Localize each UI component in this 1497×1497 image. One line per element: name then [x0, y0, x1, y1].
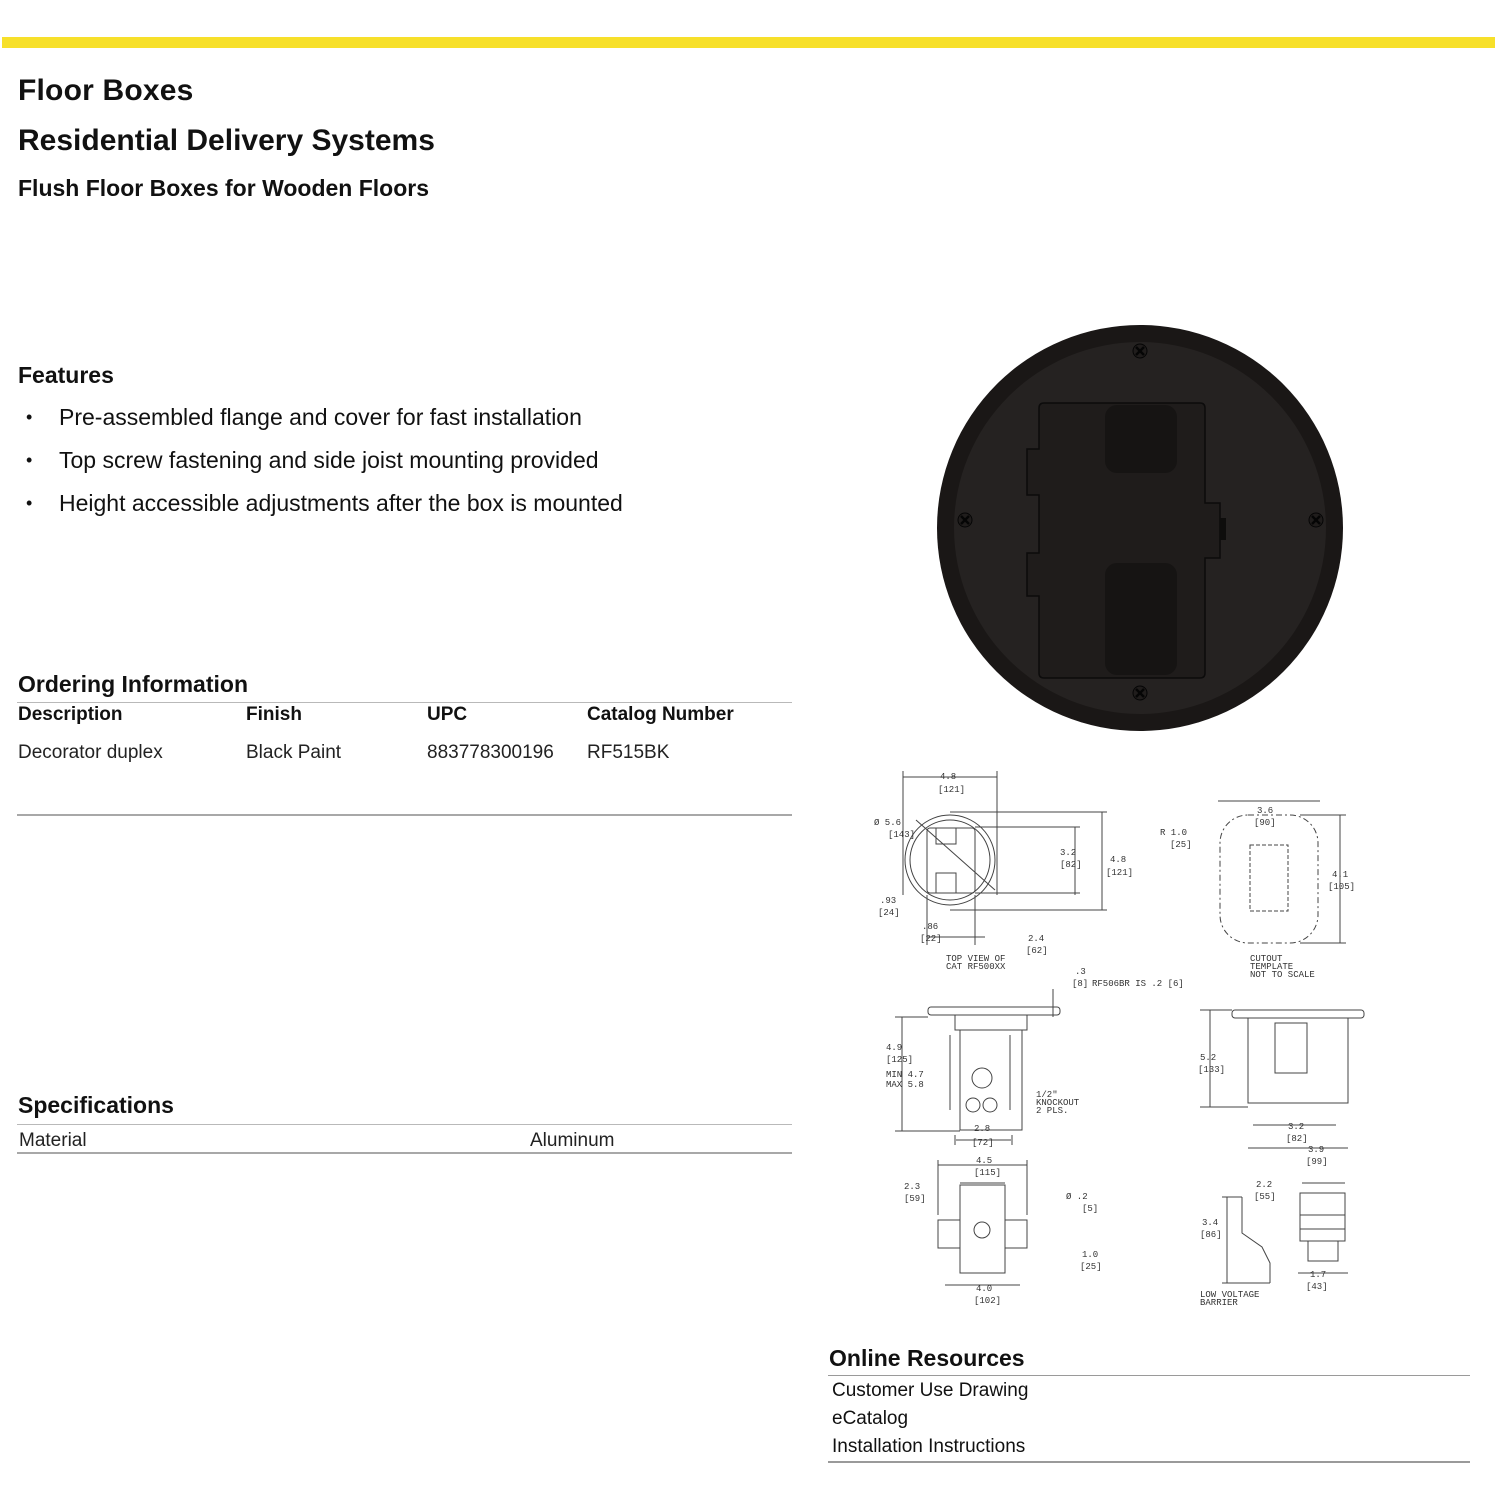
technical-drawing-icon	[870, 765, 1370, 1315]
svg-text:[125]: [125]	[886, 1055, 914, 1065]
svg-text:[25]: [25]	[1080, 1262, 1102, 1272]
svg-text:TOP VIEW OF: TOP VIEW OF	[946, 954, 1006, 964]
feature-item: • Height accessible adjustments after the box is mounted	[22, 481, 623, 524]
link-customer-use-drawing[interactable]: Customer Use Drawing	[832, 1380, 1029, 1401]
svg-text:1/2": 1/2"	[1036, 1090, 1058, 1100]
svg-text:CUTOUT: CUTOUT	[1250, 954, 1283, 964]
bullet-icon: •	[26, 492, 33, 513]
svg-text:[8]: [8]	[1072, 979, 1089, 989]
svg-text:[55]: [55]	[1254, 1192, 1276, 1202]
link-installation-instructions[interactable]: Installation Instructions	[832, 1436, 1026, 1457]
svg-text:3.6: 3.6	[1257, 806, 1274, 816]
product-image	[935, 323, 1345, 733]
svg-text:[133]: [133]	[1198, 1065, 1226, 1075]
svg-text:[24]: [24]	[878, 908, 900, 918]
accent-bar	[2, 37, 1495, 48]
column-header-description: Description	[18, 704, 123, 725]
page-title: Floor Boxes	[18, 74, 194, 107]
divider	[17, 1124, 792, 1125]
svg-text:MIN 4.7: MIN 4.7	[886, 1070, 924, 1080]
divider	[17, 1152, 792, 1154]
divider	[17, 814, 792, 816]
svg-text:2 PLS.: 2 PLS.	[1036, 1106, 1069, 1116]
divider	[17, 702, 792, 703]
svg-text:4.0: 4.0	[976, 1284, 993, 1294]
svg-text:5.2: 5.2	[1200, 1053, 1217, 1063]
svg-text:[72]: [72]	[972, 1138, 994, 1148]
svg-text:[121]: [121]	[938, 785, 966, 795]
svg-text:TEMPLATE: TEMPLATE	[1250, 962, 1294, 972]
svg-text:3.4: 3.4	[1202, 1218, 1219, 1228]
feature-item: • Top screw fastening and side joist mounting provided	[22, 438, 623, 481]
svg-text:R 1.0: R 1.0	[1160, 828, 1188, 838]
svg-text:Ø .2: Ø .2	[1066, 1192, 1088, 1202]
features-heading: Features	[18, 362, 114, 388]
dimension-drawing	[870, 765, 1370, 1315]
svg-text:3.9: 3.9	[1308, 1145, 1325, 1155]
svg-text:.3: .3	[1075, 967, 1086, 977]
svg-text:1.0: 1.0	[1082, 1250, 1099, 1260]
svg-text:[82]: [82]	[1286, 1134, 1308, 1144]
svg-text:2.2: 2.2	[1256, 1180, 1273, 1190]
product-category: Flush Floor Boxes for Wooden Floors	[18, 175, 430, 201]
svg-text:[143]: [143]	[888, 830, 916, 840]
svg-text:KNOCKOUT: KNOCKOUT	[1036, 1098, 1080, 1108]
svg-text:[105]: [105]	[1328, 882, 1356, 892]
svg-text:[102]: [102]	[974, 1296, 1002, 1306]
svg-text:4.5: 4.5	[976, 1156, 993, 1166]
divider	[828, 1375, 1470, 1376]
svg-text:BARRIER: BARRIER	[1200, 1298, 1238, 1308]
spec-label-material: Material	[19, 1130, 87, 1151]
svg-text:4.9: 4.9	[886, 1043, 903, 1053]
svg-text:.93: .93	[880, 896, 897, 906]
bullet-icon: •	[26, 406, 33, 427]
ordering-heading: Ordering Information	[18, 671, 248, 697]
svg-text:LOW VOLTAGE: LOW VOLTAGE	[1200, 1290, 1260, 1300]
svg-text:3.2: 3.2	[1288, 1122, 1305, 1132]
spec-value-material: Aluminum	[530, 1130, 615, 1151]
svg-text:[22]: [22]	[920, 934, 942, 944]
feature-item: • Pre-assembled flange and cover for fast installation	[22, 395, 623, 438]
features-list	[22, 395, 623, 524]
page-subtitle: Residential Delivery Systems	[18, 124, 435, 157]
svg-text:[43]: [43]	[1306, 1282, 1328, 1292]
svg-text:2.4: 2.4	[1028, 934, 1045, 944]
column-header-upc: UPC	[427, 704, 468, 725]
specifications-heading: Specifications	[18, 1092, 174, 1118]
svg-text:[82]: [82]	[1060, 860, 1082, 870]
divider	[828, 1461, 1470, 1463]
cell-description: Decorator duplex	[18, 742, 163, 763]
svg-text:2.3: 2.3	[904, 1182, 921, 1192]
svg-text:MAX 5.8: MAX 5.8	[886, 1080, 924, 1090]
cell-finish: Black Paint	[246, 742, 342, 763]
svg-text:[86]: [86]	[1200, 1230, 1222, 1240]
svg-text:[62]: [62]	[1026, 946, 1048, 956]
svg-text:[99]: [99]	[1306, 1157, 1328, 1167]
svg-text:4.1: 4.1	[1332, 870, 1349, 880]
svg-text:[25]: [25]	[1170, 840, 1192, 850]
link-ecatalog[interactable]: eCatalog	[832, 1408, 909, 1429]
svg-text:4.8: 4.8	[1110, 855, 1127, 865]
floor-box-cover-icon	[935, 323, 1345, 733]
svg-text:.86: .86	[922, 922, 939, 932]
column-header-finish: Finish	[246, 704, 302, 725]
svg-text:[115]: [115]	[974, 1168, 1002, 1178]
svg-text:RF506BR IS .2 [6]: RF506BR IS .2 [6]	[1092, 979, 1184, 989]
svg-text:NOT TO SCALE: NOT TO SCALE	[1250, 970, 1315, 980]
svg-text:[59]: [59]	[904, 1194, 926, 1204]
svg-text:[5]: [5]	[1082, 1204, 1099, 1214]
bullet-icon: •	[26, 449, 33, 470]
cell-upc: 883778300196	[427, 742, 554, 763]
svg-text:[90]: [90]	[1254, 818, 1276, 828]
cell-catalog-number: RF515BK	[587, 742, 670, 763]
svg-text:CAT RF500XX: CAT RF500XX	[946, 962, 1006, 972]
svg-text:4.8: 4.8	[940, 772, 957, 782]
svg-text:[121]: [121]	[1106, 868, 1134, 878]
column-header-catalog-number: Catalog Number	[587, 704, 734, 725]
svg-text:2.8: 2.8	[974, 1124, 991, 1134]
online-resources-heading: Online Resources	[829, 1345, 1025, 1371]
svg-text:Ø 5.6: Ø 5.6	[874, 818, 902, 828]
svg-text:3.2: 3.2	[1060, 848, 1077, 858]
svg-text:1.7: 1.7	[1310, 1270, 1327, 1280]
